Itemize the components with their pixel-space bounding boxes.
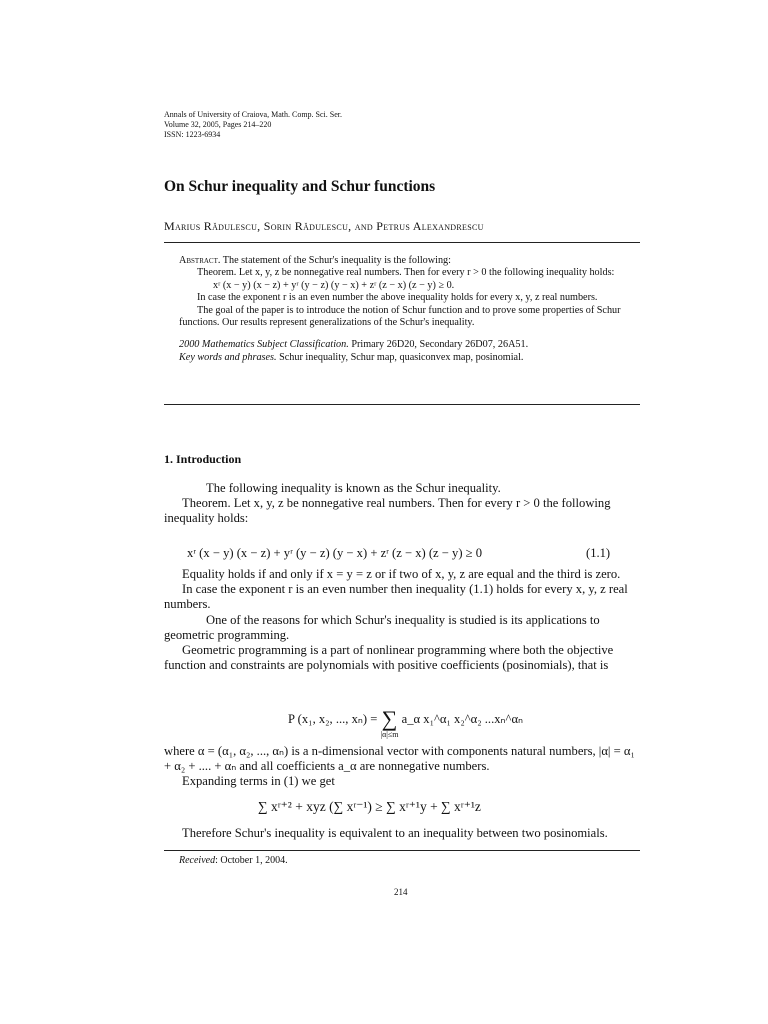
- footnote-label: Received: [179, 855, 216, 866]
- intro-body-4: [164, 826, 640, 841]
- bottom-rule: [164, 404, 640, 405]
- footnote-value: : October 1, 2004.: [215, 855, 288, 866]
- para-2: Theorem. Let x, y, z be nonnegative real numbers. Then for every r > 0 the following inequality holds:: [164, 496, 611, 526]
- abstract-equation: xʳ (x − y) (x − z) + yʳ (y − z) (y − x) + zʳ (z − x) (z − y) ≥ 0.: [213, 279, 455, 291]
- eq2-lhs: P (x₁, x₂, ..., xₙ) =: [288, 712, 381, 726]
- msc-value: Primary 26D20, Secondary 26D07, 26A51.: [351, 339, 529, 351]
- journal-header: [164, 110, 342, 140]
- equation-1-1-number: (1.1): [586, 546, 611, 560]
- abstract-theorem: Theorem. Let x, y, z be nonnegative real numbers. Then for every r > 0 the following inequality holds:: [197, 267, 615, 279]
- para-1: The following inequality is known as the Schur inequality.: [206, 481, 501, 495]
- section-heading: 1. Introduction: [164, 452, 242, 466]
- para-6: Geometric programming is a part of nonlinear programming where both the objective function and constraints are polynomials with positive coefficients (posinomials), that is: [164, 643, 614, 673]
- eq2-sum-index: |α|≤m: [380, 730, 399, 739]
- equation-posinomial: [288, 706, 524, 739]
- eq2-rhs: a_α x₁^α₁ x₂^α₂ ...xₙ^αₙ: [401, 712, 524, 726]
- para-4: In case the exponent r is an even number then inequality (1.1) holds for every x, y, z real numbers.: [164, 582, 628, 612]
- msc-label: 2000 Mathematics Subject Classification.: [179, 339, 349, 351]
- paper-title: On Schur inequality and Schur functions: [164, 178, 436, 195]
- eq2-sum: ∑ |α|≤m: [380, 706, 399, 739]
- para-3: Equality holds if and only if x = y = z or if two of x, y, z are equal and the third is zero.: [182, 567, 621, 581]
- abstract-block: [179, 255, 625, 364]
- top-rule: [164, 242, 640, 243]
- para-7: where α = (α₁, α₂, ..., αₙ) is a n-dimensional vector with components natural numbers, |α| = α₁ + α₂ + .... + αₙ and all coefficients a_α are nonnegative numbers.: [164, 744, 635, 774]
- abstract-goal: The goal of the paper is to introduce the notion of Schur function and to prove some properties of Schur functions. Our results represent generalizations of the Schur's inequality.: [179, 304, 621, 329]
- para-8: Expanding terms in (1) we get: [182, 774, 335, 789]
- intro-body: [164, 481, 640, 527]
- keywords-label: Key words and phrases.: [179, 351, 277, 363]
- footnote: [179, 855, 288, 866]
- intro-body-2: [164, 567, 640, 673]
- journal-line-1: Annals of University of Craiova, Math. Comp. Sci. Ser.: [164, 110, 342, 119]
- authors: Marius Rădulescu, Sorin Rădulescu, and Petrus Alexandrescu: [164, 219, 484, 233]
- abstract-label: Abstract.: [179, 255, 221, 266]
- para-9: Therefore Schur's inequality is equivalent to an inequality between two posinomials.: [182, 826, 608, 840]
- equation-expanded: ∑ xʳ⁺² + xyz (∑ xʳ⁻¹) ≥ ∑ xʳ⁺¹y + ∑ xʳ⁺¹z: [258, 799, 481, 814]
- journal-line-2: Volume 32, 2005, Pages 214–220: [164, 120, 272, 129]
- abstract-even-case: In case the exponent r is an even number the above inequality holds for every x, y, z real numbers.: [197, 292, 598, 304]
- equation-1-1: [187, 546, 640, 561]
- abstract-intro: The statement of the Schur's inequality is the following:: [222, 255, 451, 266]
- page-number: 214: [394, 887, 408, 897]
- equation-1-1-text: xʳ (x − y) (x − z) + yʳ (y − z) (y − x) + zʳ (z − x) (z − y) ≥ 0: [187, 546, 483, 560]
- footnote-rule: [164, 850, 640, 851]
- keywords-value: Schur inequality, Schur map, quasiconvex map, posinomial.: [279, 351, 524, 363]
- intro-body-3: [164, 744, 640, 790]
- journal-line-3: ISSN: 1223-6934: [164, 130, 221, 139]
- para-5: One of the reasons for which Schur's inequality is studied is its applications to geometric programming.: [164, 612, 600, 642]
